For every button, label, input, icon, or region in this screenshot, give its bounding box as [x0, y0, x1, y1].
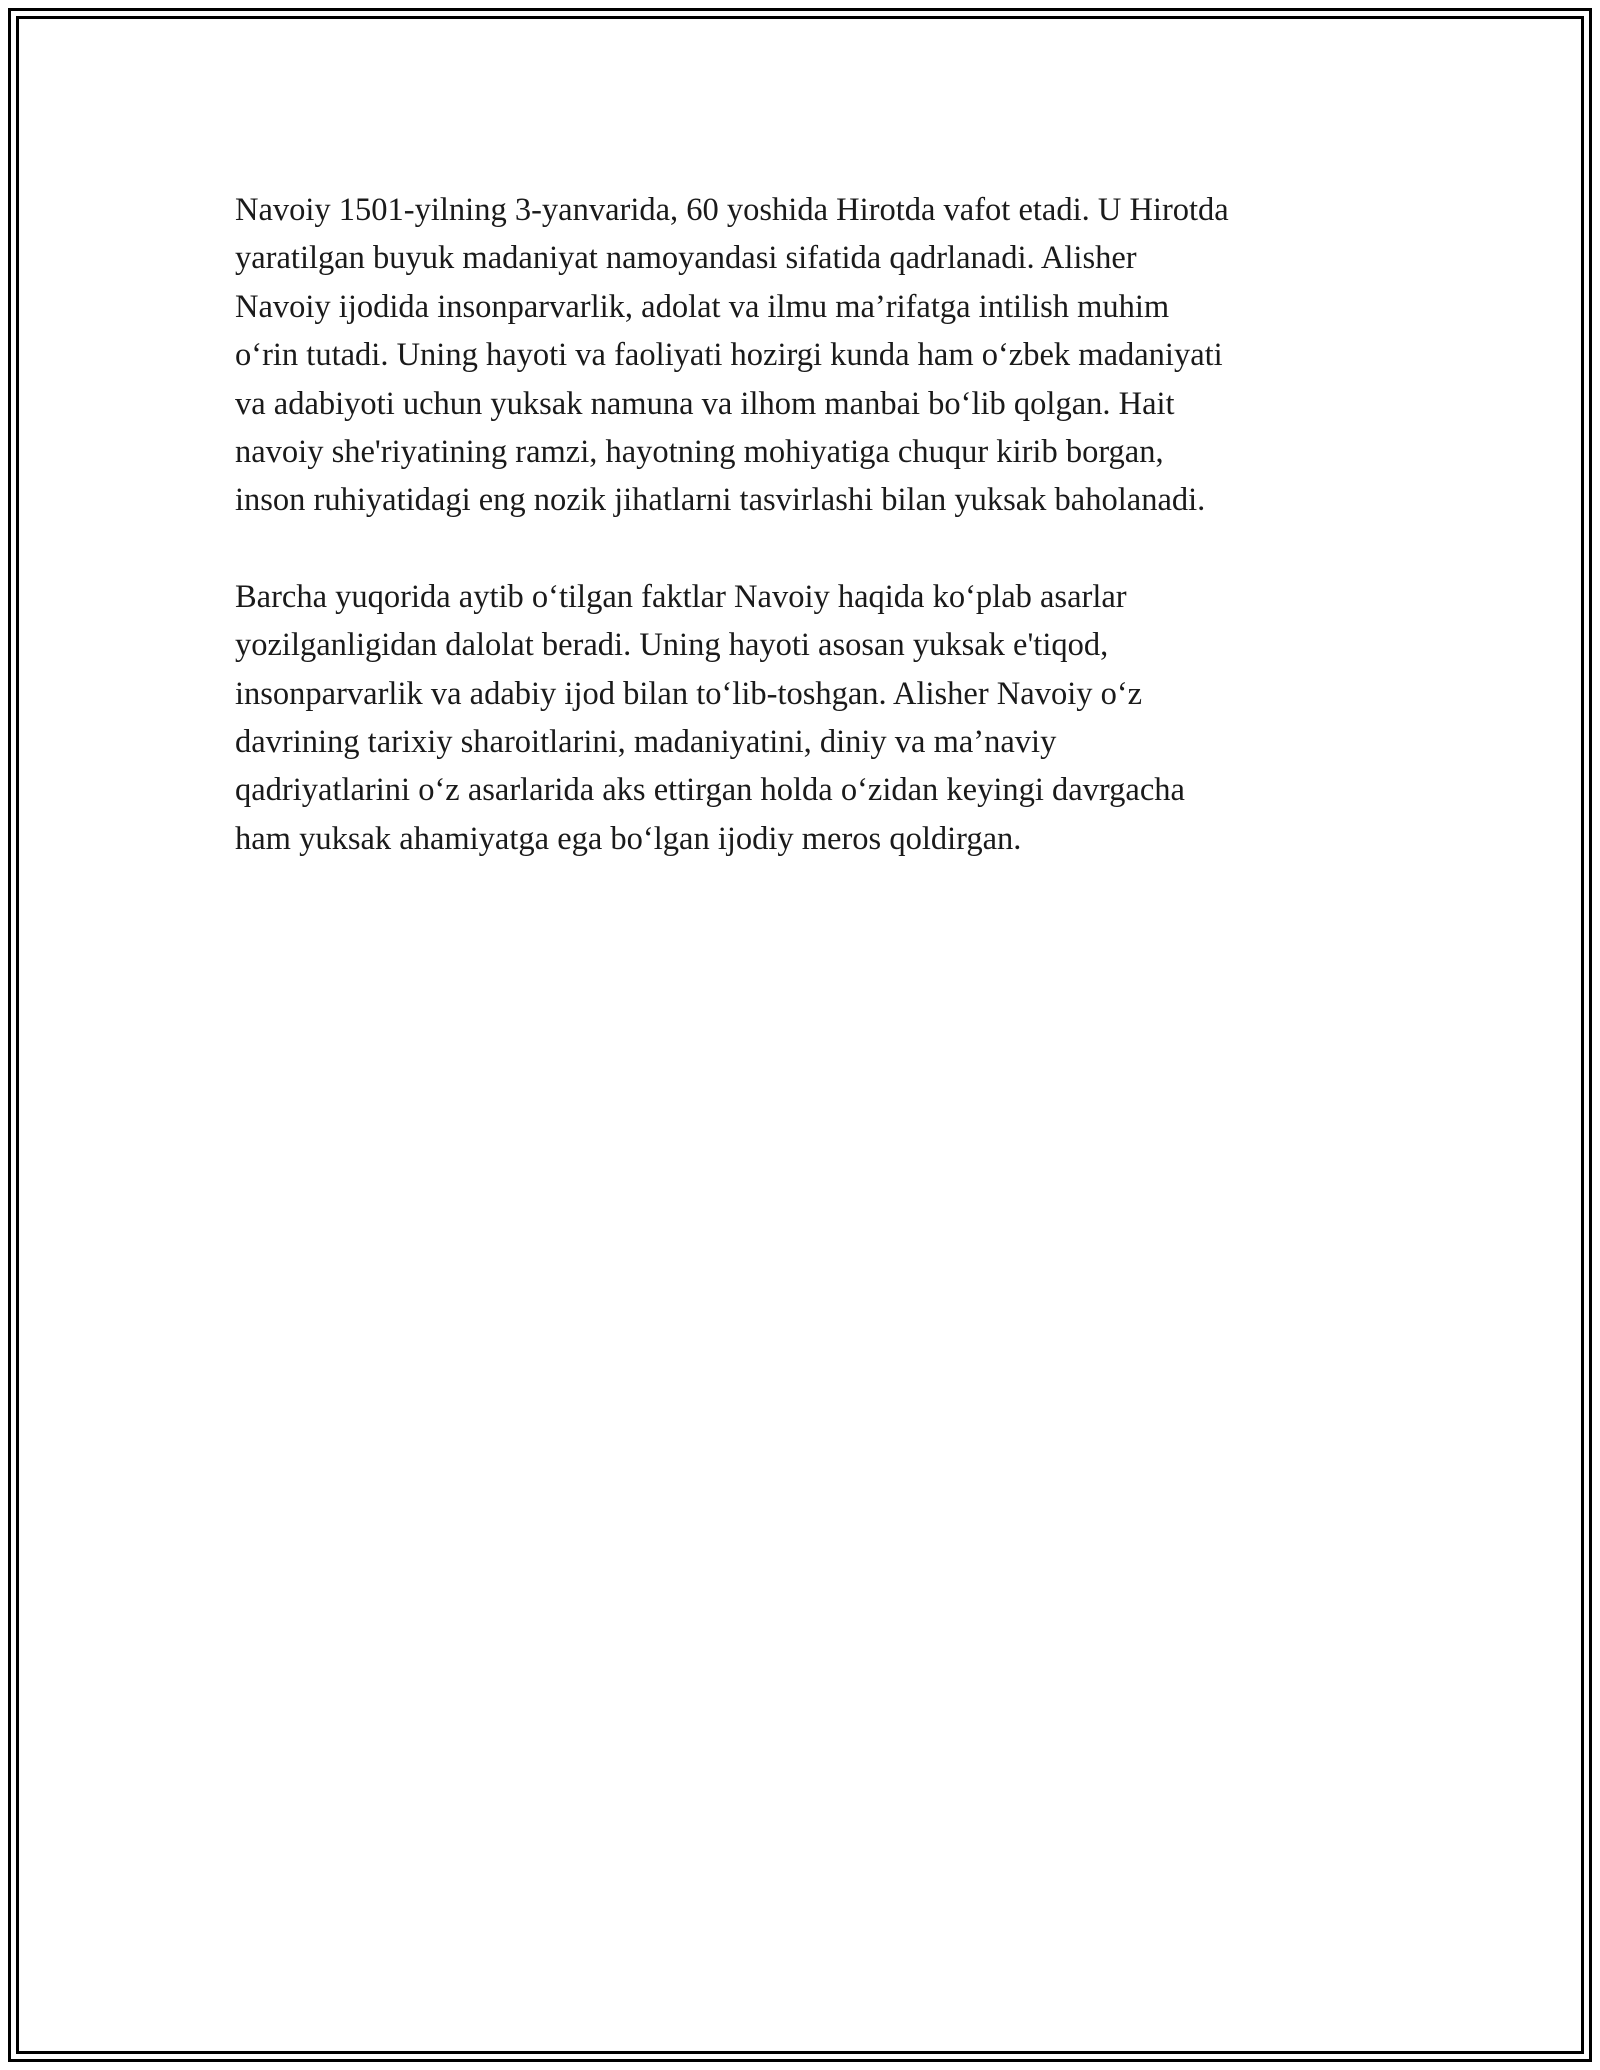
paragraph-2-line-6: ham yuksak ahamiyatga ega bo‘lgan ijodiy meros qoldirgan.	[235, 820, 1022, 857]
paragraph-2-line-1: Barcha yuqorida aytib o‘tilgan faktlar Navoiy haqida ko‘plab asarlar	[235, 578, 1127, 615]
paragraph-1-line-7: inson ruhiyatidagi eng nozik jihatlarni tasvirlashi bilan yuksak baholanadi.	[235, 482, 1206, 519]
paragraph-1-line-5: va adabiyoti uchun yuksak namuna va ilhom manbai bo‘lib qolgan. Hait	[235, 385, 1175, 422]
paragraph-2-line-5: qadriyatlarini o‘z asarlarida aks ettirgan holda o‘zidan keyingi davrgacha	[235, 772, 1185, 809]
paragraph-2	[235, 573, 1375, 863]
paragraph-2-line-4: davrining tarixiy sharoitlarini, madaniyatini, diniy va ma’naviy	[235, 724, 1057, 761]
document-body	[235, 186, 1375, 863]
paragraph-1-line-4: o‘rin tutadi. Uning hayoti va faoliyati hozirgi kunda ham o‘zbek madaniyati	[235, 337, 1223, 374]
paragraph-2-line-3: insonparvarlik va adabiy ijod bilan to‘lib-toshgan. Alisher Navoiy o‘z	[235, 675, 1143, 712]
paragraph-1	[235, 186, 1375, 525]
paragraph-1-line-6: navoiy she'riyatining ramzi, hayotning mohiyatiga chuqur kirib borgan,	[235, 434, 1164, 471]
paragraph-1-line-1: Navoiy 1501-yilning 3-yanvarida, 60 yoshida Hirotda vafot etadi. U Hirotda	[235, 192, 1229, 228]
paragraph-2-line-2: yozilganligidan dalolat beradi. Uning hayoti asosan yuksak e'tiqod,	[235, 627, 1109, 664]
paragraph-1-line-2: yaratilgan buyuk madaniyat namoyandasi sifatida qadrlanadi. Alisher	[235, 240, 1137, 277]
paragraph-1-line-3: Navoiy ijodida insonparvarlik, adolat va ilmu ma’rifatga intilish muhim	[235, 288, 1170, 325]
